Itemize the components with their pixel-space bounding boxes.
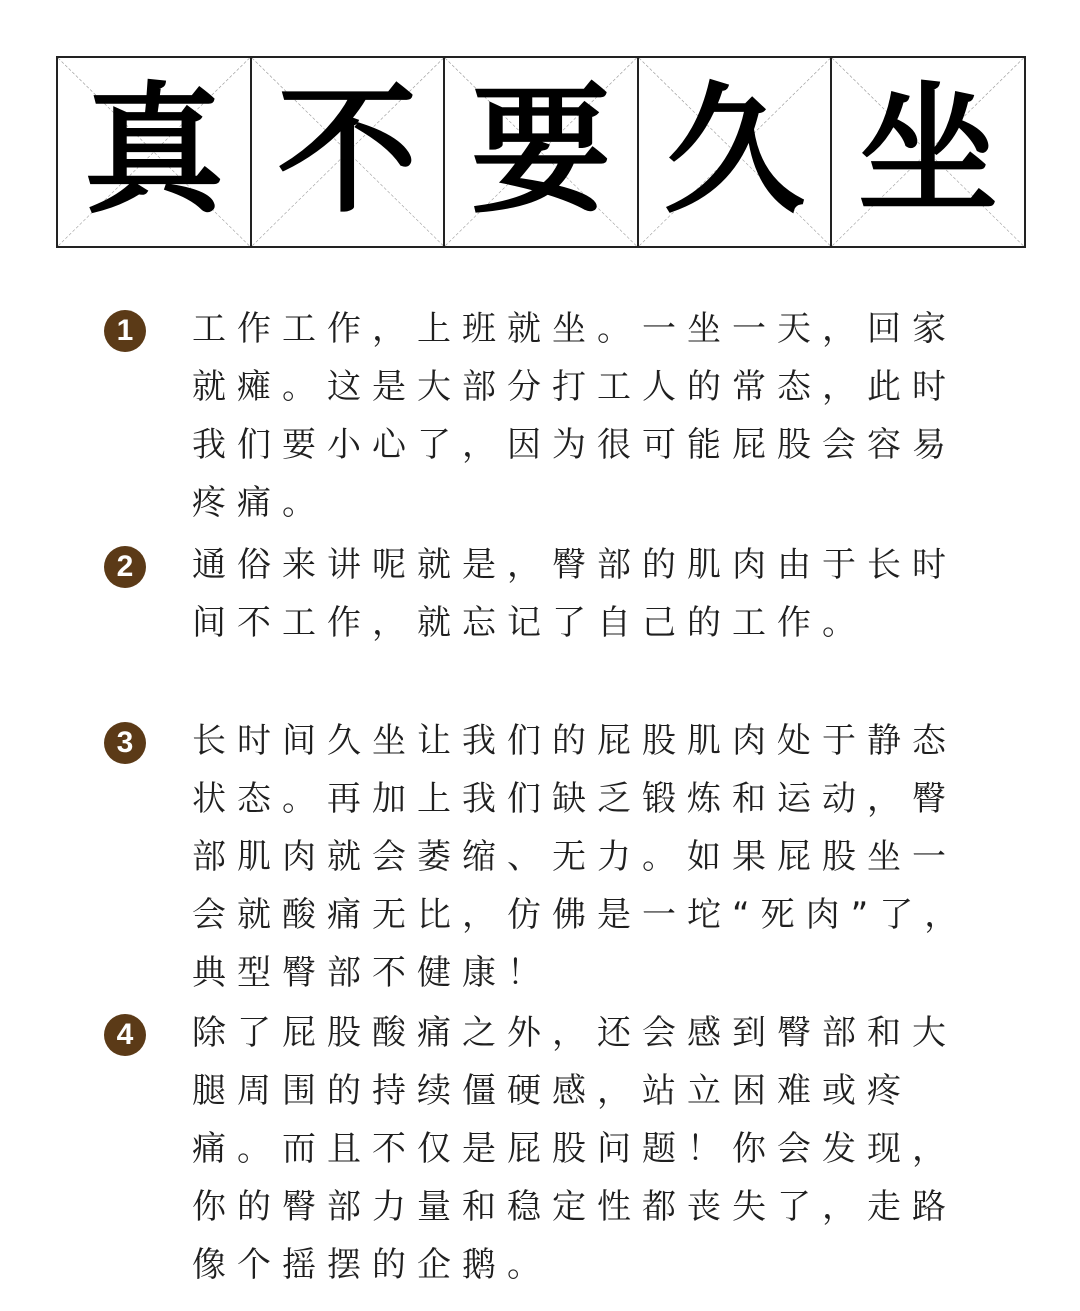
item-paragraph: 长时间久坐让我们的屁股肌肉处于静态状态。再加上我们缺乏锻炼和运动，臀部肌肉就会萎缩、无力。如果屁股坐一会就酸痛无比，仿佛是一坨“死肉”了，典型臀部不健康！ — [192, 721, 970, 993]
number-badge: 2 — [104, 546, 146, 588]
number-badge: 3 — [104, 722, 146, 764]
number-badge: 1 — [104, 310, 146, 352]
item-paragraph: 工作工作，上班就坐。一坐一天，回家就瘫。这是大部分打工人的常态，此时我们要小心了，因为很可能屁股会容易疼痛。 — [192, 309, 957, 523]
number-badge: 4 — [104, 1014, 146, 1056]
title-char: 不 — [277, 70, 418, 233]
title-char: 真 — [83, 70, 224, 233]
title-grid — [56, 56, 1026, 248]
title-cell — [832, 58, 1024, 246]
title-char: 要 — [470, 70, 611, 233]
item-paragraph: 除了屁股酸痛之外，还会感到臀部和大腿周围的持续僵硬感，站立困难或疼痛。而且不仅是屁股问题！你会发现，你的臀部力量和稳定性都丧失了，走路像个摇摆的企鹅。 — [192, 1013, 957, 1285]
title-cell — [639, 58, 833, 246]
title-cell — [445, 58, 639, 246]
item-paragraph: 通俗来讲呢就是，臀部的肌肉由于长时间不工作，就忘记了自己的工作。 — [192, 545, 957, 643]
title-cell — [58, 58, 252, 246]
title-char: 久 — [664, 70, 805, 233]
title-cell — [252, 58, 446, 246]
title-char: 坐 — [858, 70, 999, 233]
